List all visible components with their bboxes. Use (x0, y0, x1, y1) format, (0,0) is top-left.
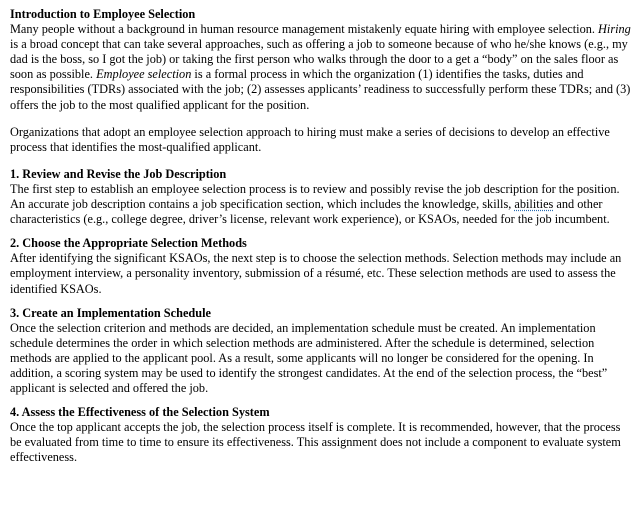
section-assess-effectiveness (10, 405, 634, 465)
section-body: After identifying the significant KSAOs, the next step is to choose the selection methods. Selection methods may include an employment interview, a personality inventory, submission of a résumé, etc. These selection methods are used to assess the identified KSAOs. (10, 251, 622, 296)
section-heading: 4. Assess the Effectiveness of the Selection System (10, 405, 270, 420)
intro-paragraph (10, 22, 634, 113)
section-text: The first step to establish an employee selection process is to review and possibly revise the job description for the position. An accurate job description contains a job specification section, which includes the knowledge, skills, (10, 181, 620, 212)
section-choose-selection-methods (10, 236, 634, 296)
document-page (10, 7, 634, 475)
section-heading: 3. Create an Implementation Schedule (10, 305, 211, 320)
section-heading: 2. Choose the Appropriate Selection Methods (10, 236, 247, 251)
section-review-job-description (10, 167, 634, 227)
intro-paragraph-2: Organizations that adopt an employee selection approach to hiring must make a series of decisions to develop an effective process that identifies the most-qualified applicant. (10, 124, 610, 154)
section-body: Once the top applicant accepts the job, the selection process itself is complete. It is recommended, however, that the process be evaluated from time to time to ensure its effectiveness. This assignment does not include a component to evaluate system effectiveness. (10, 420, 621, 465)
section-body: Once the selection criterion and methods are decided, an implementation schedule must be created. An implementation schedule determines the order in which selection methods are administered. After the schedule is determined, selection methods are applied to the applicant pool. As a result, some applicants will no longer be considered for the opening. In addition, a scoring system may be used to identify the strongest candidates. At the end of the selection process, the “best” applicant is selected and offered the job. (10, 320, 608, 396)
intro-text: is a broad concept that can take several approaches, such as offering a job to someone because of who he/she knows (e.g., my dad is the boss, so I got the job) or taking the first person who walks through the door to a get a “body” on the sales floor as soon as possible. (10, 37, 628, 82)
section-text: and other characteristics (e.g., college degree, driver’s license, relevant work experience), or KSAOs, needed for the job incumbent. (10, 197, 610, 227)
section-implementation-schedule (10, 306, 634, 397)
section-heading: 1. Review and Revise the Job Description (10, 166, 227, 181)
section-body (10, 182, 634, 227)
document-title: Introduction to Employee Selection (10, 7, 196, 21)
intro-text: is a formal process in which the organization (1) identifies the tasks, duties and responsibilities (TDRs) associated with the job; (2) assesses applicants’ readiness to successfully perform these TDRs; and (3) offers the job to the most qualified applicant for the position. (10, 67, 631, 112)
term-hiring: Hiring (598, 22, 631, 37)
intro-text: Many people without a background in human resource management mistakenly equate hiring with employee selection. (10, 22, 599, 37)
spellcheck-flagged-word[interactable]: abilities (514, 197, 554, 212)
term-employee-selection: Employee selection (96, 67, 192, 82)
